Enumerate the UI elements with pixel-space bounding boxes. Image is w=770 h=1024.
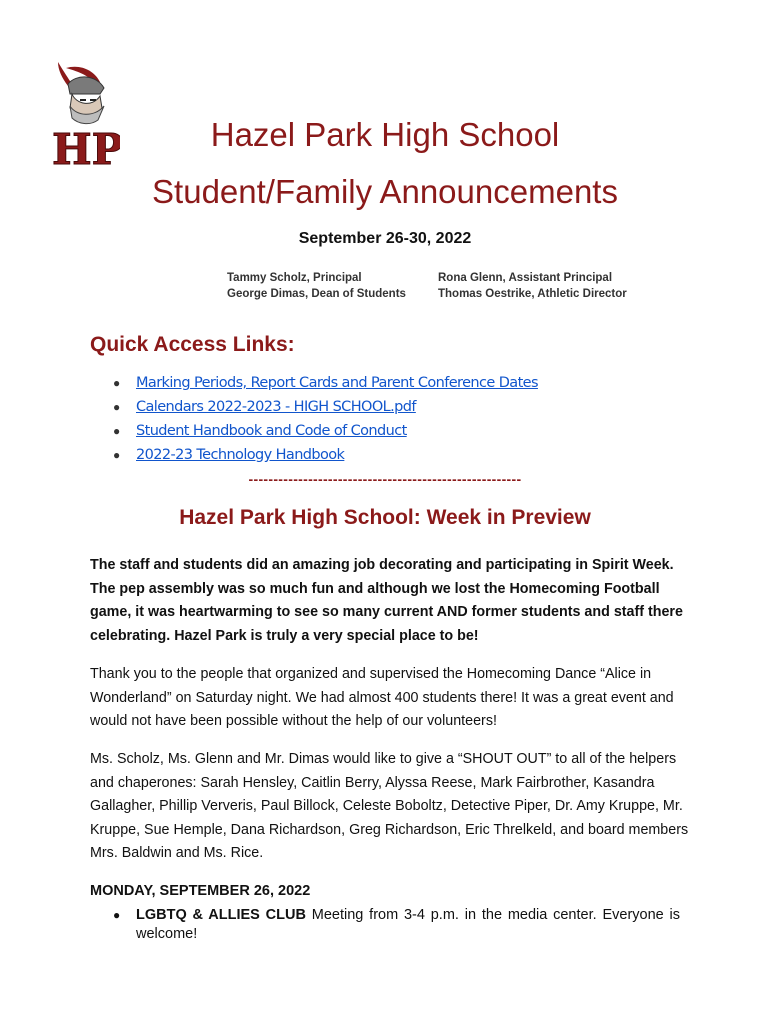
link-marking-periods[interactable]: Marking Periods, Report Cards and Parent Conference Dates xyxy=(136,375,538,391)
bullet-icon: ● xyxy=(113,400,121,414)
bullet-icon: ● xyxy=(113,448,121,462)
staff-athletic-director: Thomas Oestrike, Athletic Director xyxy=(438,288,627,300)
list-item xyxy=(110,420,538,444)
bullet-icon: ● xyxy=(113,908,121,922)
staff-assistant-principal: Rona Glenn, Assistant Principal xyxy=(438,272,613,284)
paragraph-spirit-week: The staff and students did an amazing job decorating and participating in Spirit Week. The pep assembly was so much fun and although we lost the Homecoming Football game, it was heartwarming to see so many current AND former students and staff there celebrating. Hazel Park is truly a very special place to be! xyxy=(90,557,683,644)
svg-text:HP: HP xyxy=(52,125,120,170)
list-item xyxy=(110,372,538,396)
staff-list-left xyxy=(227,270,406,302)
staff-principal: Tammy Scholz, Principal xyxy=(227,272,362,284)
week-preview-heading: Hazel Park High School: Week in Preview xyxy=(179,506,591,529)
link-technology-handbook[interactable]: 2022-23 Technology Handbook xyxy=(136,447,345,463)
quick-access-list xyxy=(110,372,538,468)
event-name: LGBTQ & ALLIES CLUB xyxy=(136,907,306,923)
list-item xyxy=(110,396,538,420)
paragraph-shout-out: Ms. Scholz, Ms. Glenn and Mr. Dimas would like to give a “SHOUT OUT” to all of the helpers and chaperones: Sarah Hensley, Caitlin Berry, Alyssa Reese, Mark Fairbrother, Kasandra Gallagher, Phillip Ververis, Paul Billock, Celeste Boboltz, Detective Piper, Dr. Amy Kruppe, Mr. Kruppe, Sue Hemple, Dana Richardson, Greg Richardson, Eric Threlkeld, and board members Mrs. Baldwin and Ms. Rice. xyxy=(90,751,689,861)
list-item xyxy=(110,444,538,468)
date-range: September 26-30, 2022 xyxy=(298,230,472,247)
quick-access-heading: Quick Access Links: xyxy=(90,333,295,356)
bullet-icon: ● xyxy=(113,424,121,438)
bullet-icon: ● xyxy=(113,376,121,390)
announcement-title: Student/Family Announcements xyxy=(152,173,618,210)
list-item xyxy=(110,906,680,944)
event-description: Meeting from 3-4 p.m. in the media center. Everyone is welcome! xyxy=(136,907,680,942)
staff-list-right xyxy=(438,270,627,302)
section-divider: ------------------------------------------------------- xyxy=(248,471,522,487)
link-calendars[interactable]: Calendars 2022-2023 - HIGH SCHOOL.pdf xyxy=(136,399,416,415)
monday-list xyxy=(110,906,680,944)
staff-dean: George Dimas, Dean of Students xyxy=(227,288,406,300)
monday-heading: MONDAY, SEPTEMBER 26, 2022 xyxy=(90,883,311,899)
paragraph-homecoming-dance: Thank you to the people that organized and supervised the Homecoming Dance “Alice in Wonderland” on Saturday night. We had almost 400 students there! It was a great event and would not have been possible without the help of our volunteers! xyxy=(90,666,674,729)
school-title: Hazel Park High School xyxy=(210,116,560,153)
link-student-handbook[interactable]: Student Handbook and Code of Conduct xyxy=(136,423,407,439)
